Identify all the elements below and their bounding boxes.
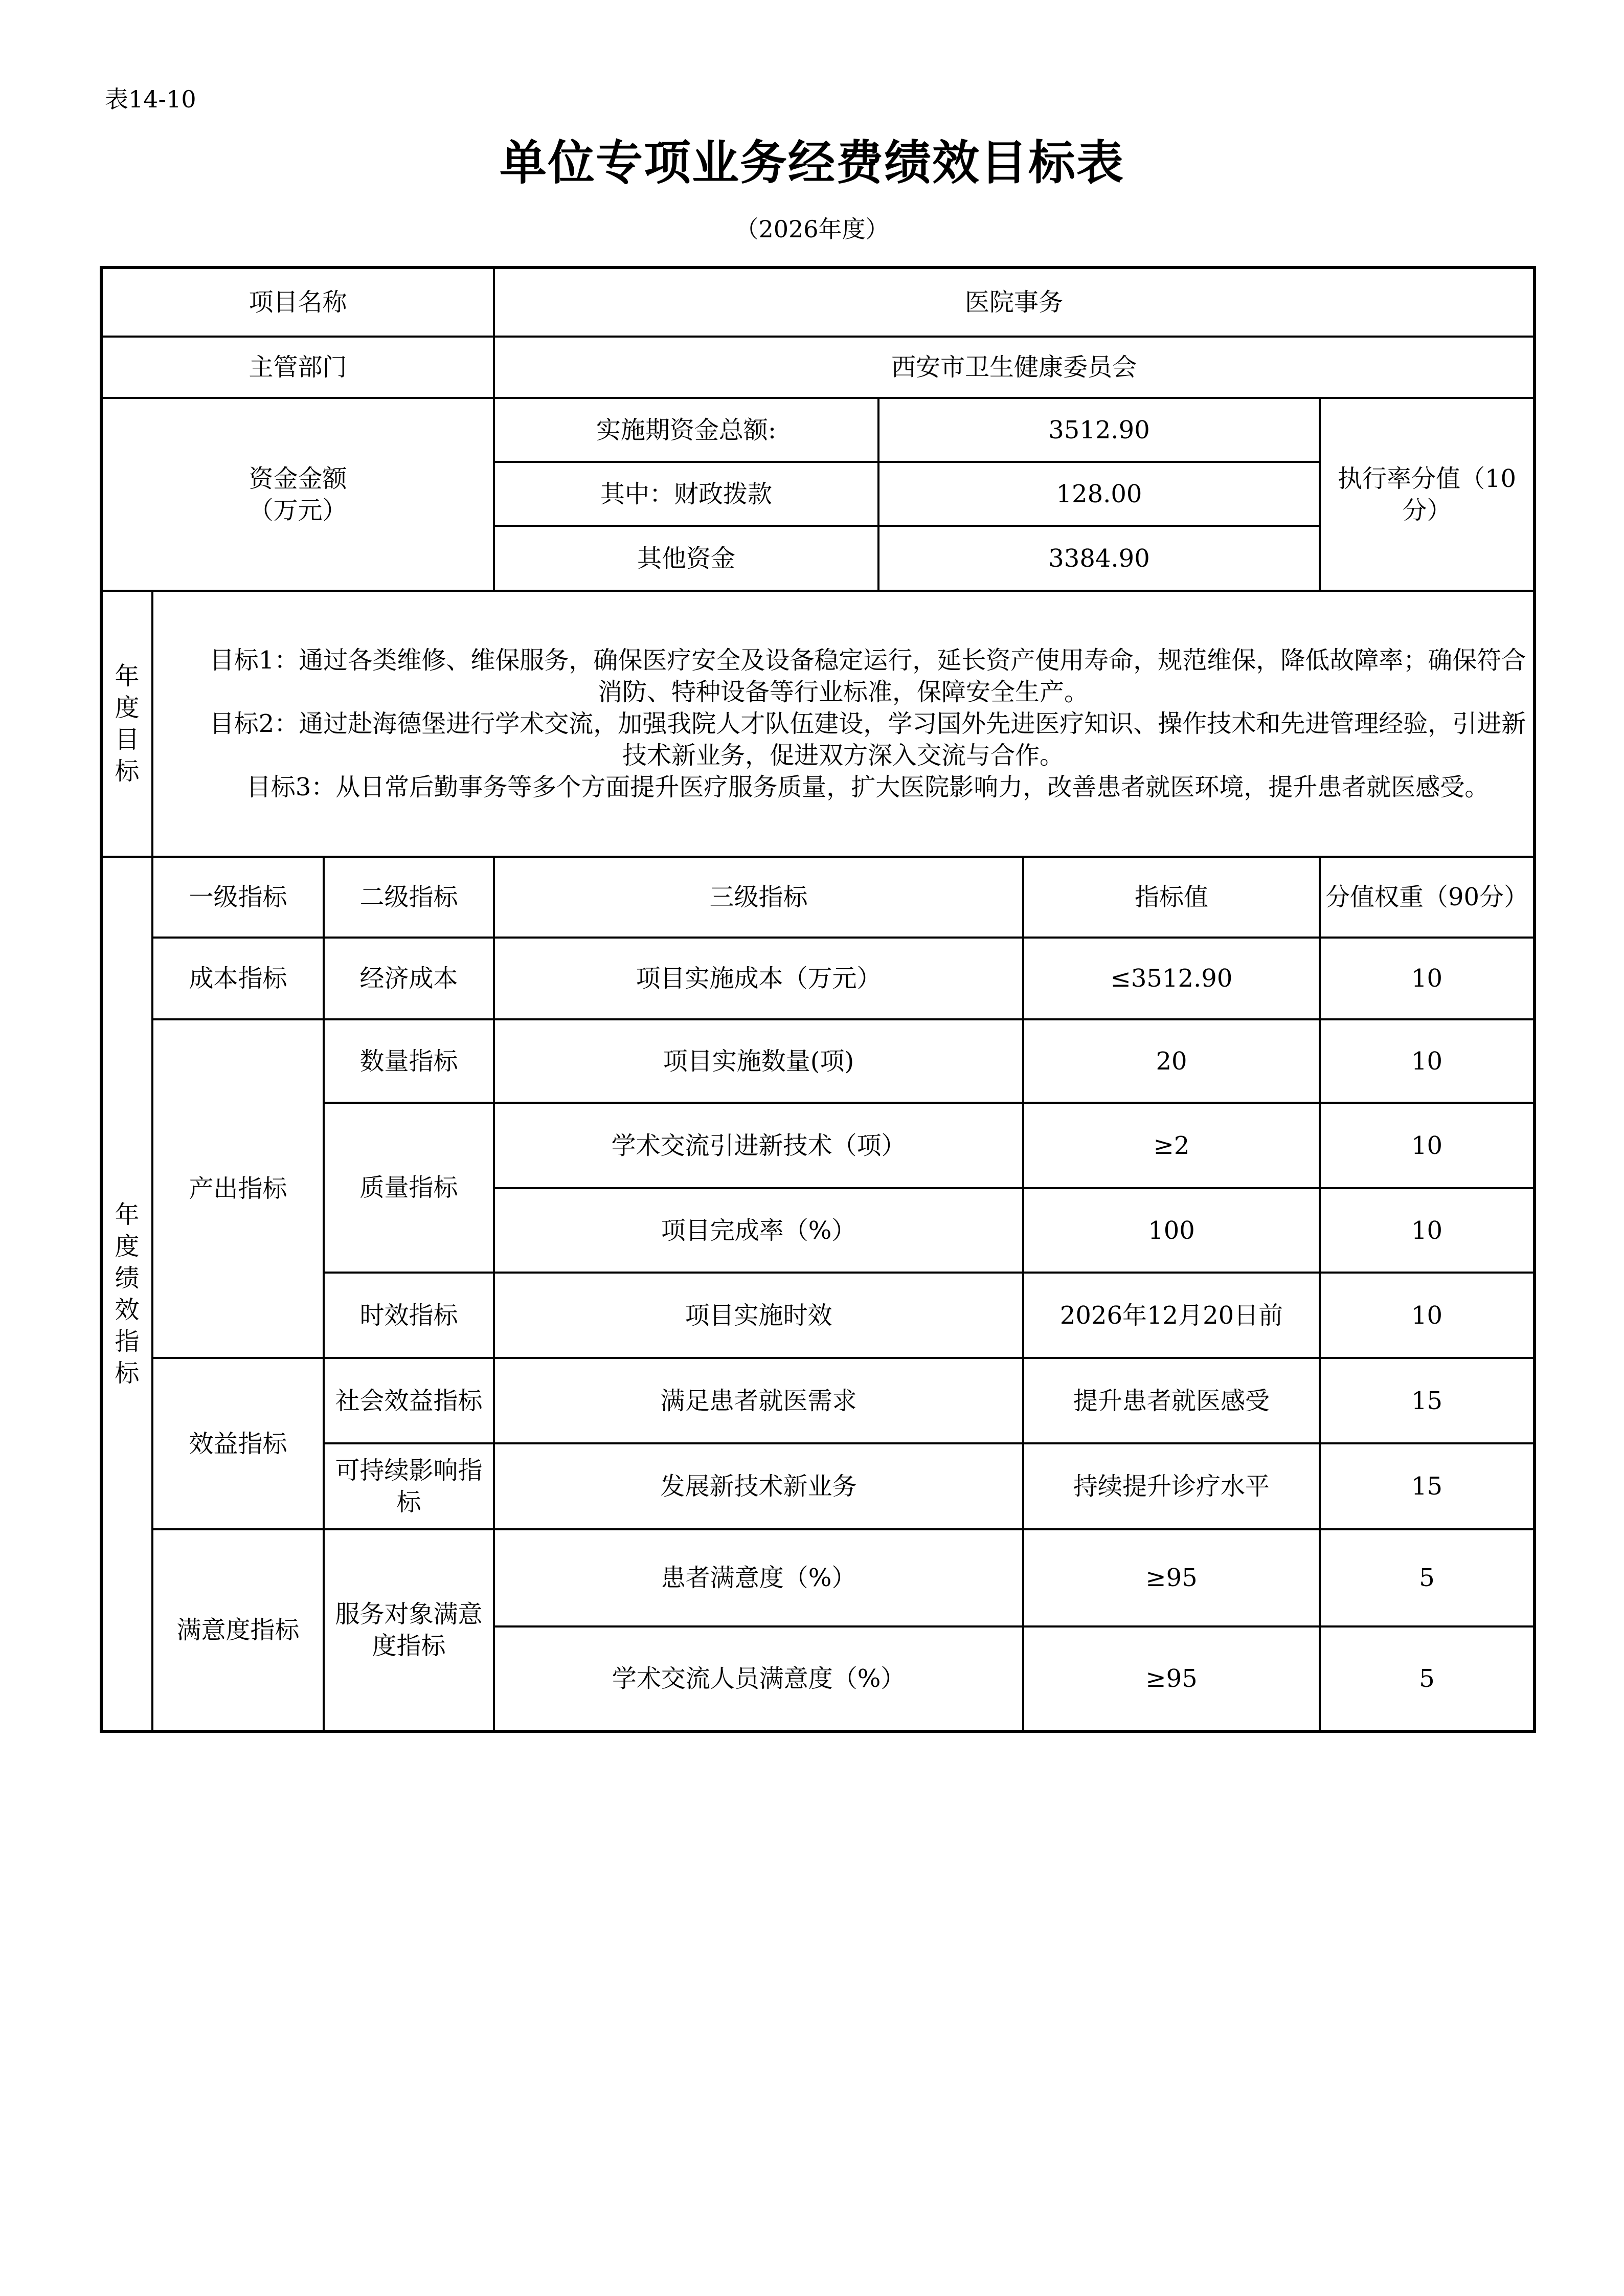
funding-label-line2: （万元） [249,496,347,525]
value-cell: ≥95 [1023,1529,1320,1626]
department-value: 西安市卫生健康委员会 [494,337,1535,398]
level3-cell: 项目实施成本（万元） [494,938,1023,1019]
project-name-label: 项目名称 [101,268,494,337]
weight-cell: 5 [1320,1529,1535,1626]
performance-goal-table [100,266,1536,1733]
department-row [101,337,1535,398]
weight-cell: 10 [1320,1273,1535,1358]
level1-cell: 效益指标 [152,1358,324,1529]
table-row [101,938,1535,1019]
level2-cell: 质量指标 [324,1103,494,1273]
value-cell: 持续提升诊疗水平 [1023,1443,1320,1529]
department-label: 主管部门 [101,337,494,398]
header-value: 指标值 [1023,857,1320,938]
weight-cell: 15 [1320,1443,1535,1529]
value-cell: ≤3512.90 [1023,938,1320,1019]
project-name-row [101,268,1535,337]
level2-cell: 社会效益指标 [324,1358,494,1443]
value-cell: 2026年12月20日前 [1023,1273,1320,1358]
weight-cell: 10 [1320,938,1535,1019]
weight-cell: 15 [1320,1358,1535,1443]
goal-2: 目标2：通过赴海德堡进行学术交流，加强我院人才队伍建设，学习国外先进医疗知识、操作技术和先进管理经验，引进新技术新业务，促进双方深入交流与合作。 [209,709,1526,770]
level1-cell: 产出指标 [152,1019,324,1358]
table-id: 表14-10 [105,85,196,113]
value-cell: ≥2 [1023,1103,1320,1188]
funding-fiscal-label: 其中：财政拨款 [494,462,878,526]
annual-goals-content [152,591,1535,857]
level1-cell: 满意度指标 [152,1529,324,1731]
table-row [101,1019,1535,1103]
value-cell: 提升患者就医感受 [1023,1358,1320,1443]
value-cell: ≥95 [1023,1626,1320,1731]
funding-row-total [101,398,1535,462]
level2-cell: 时效指标 [324,1273,494,1358]
funding-label-line1: 资金金额 [249,464,347,493]
page-title: 单位专项业务经费绩效目标表 [499,136,1124,190]
level2-cell: 数量指标 [324,1019,494,1103]
level2-cell: 可持续影响指标 [324,1443,494,1529]
funding-other-label: 其他资金 [494,526,878,591]
value-cell: 20 [1023,1019,1320,1103]
table-row [101,1358,1535,1443]
level1-cell: 成本指标 [152,938,324,1019]
annual-goals-label: 年度目标 [101,591,152,857]
funding-fiscal-value: 128.00 [878,462,1320,526]
weight-cell: 5 [1320,1626,1535,1731]
header-level1: 一级指标 [152,857,324,938]
funding-total-label: 实施期资金总额: [494,398,878,462]
level2-cell: 服务对象满意度指标 [324,1529,494,1731]
fiscal-year-label: （2026年度） [735,215,889,243]
header-level3: 三级指标 [494,857,1023,938]
indicator-header-row [101,857,1535,938]
level3-cell: 项目实施时效 [494,1273,1023,1358]
level2-cell: 经济成本 [324,938,494,1019]
level3-cell: 学术交流引进新技术（项） [494,1103,1023,1188]
execution-score-label: 执行率分值（10分） [1320,398,1535,591]
funding-label [101,398,494,591]
project-name-value: 医院事务 [494,268,1535,337]
level3-cell: 学术交流人员满意度（%） [494,1626,1023,1731]
level3-cell: 项目实施数量(项) [494,1019,1023,1103]
annual-goals-row [101,591,1535,857]
performance-indicators-label: 年度绩效指标 [101,857,152,1731]
header-level2: 二级指标 [324,857,494,938]
header-weight: 分值权重（90分） [1320,857,1535,938]
weight-cell: 10 [1320,1019,1535,1103]
level3-cell: 发展新技术新业务 [494,1443,1023,1529]
level3-cell: 满足患者就医需求 [494,1358,1023,1443]
weight-cell: 10 [1320,1188,1535,1273]
table-row [101,1529,1535,1626]
weight-cell: 10 [1320,1103,1535,1188]
level3-cell: 项目完成率（%） [494,1188,1023,1273]
level3-cell: 患者满意度（%） [494,1529,1023,1626]
goal-1: 目标1：通过各类维修、维保服务，确保医疗安全及设备稳定运行，延长资产使用寿命，规范维保，降低故障率；确保符合消防、特种设备等行业标准，保障安全生产。 [209,646,1526,706]
funding-other-value: 3384.90 [878,526,1320,591]
value-cell: 100 [1023,1188,1320,1273]
goal-3: 目标3：从日常后勤事务等多个方面提升医疗服务质量，扩大医院影响力，改善患者就医环境，提升患者就医感受。 [246,773,1490,801]
funding-total-value: 3512.90 [878,398,1320,462]
